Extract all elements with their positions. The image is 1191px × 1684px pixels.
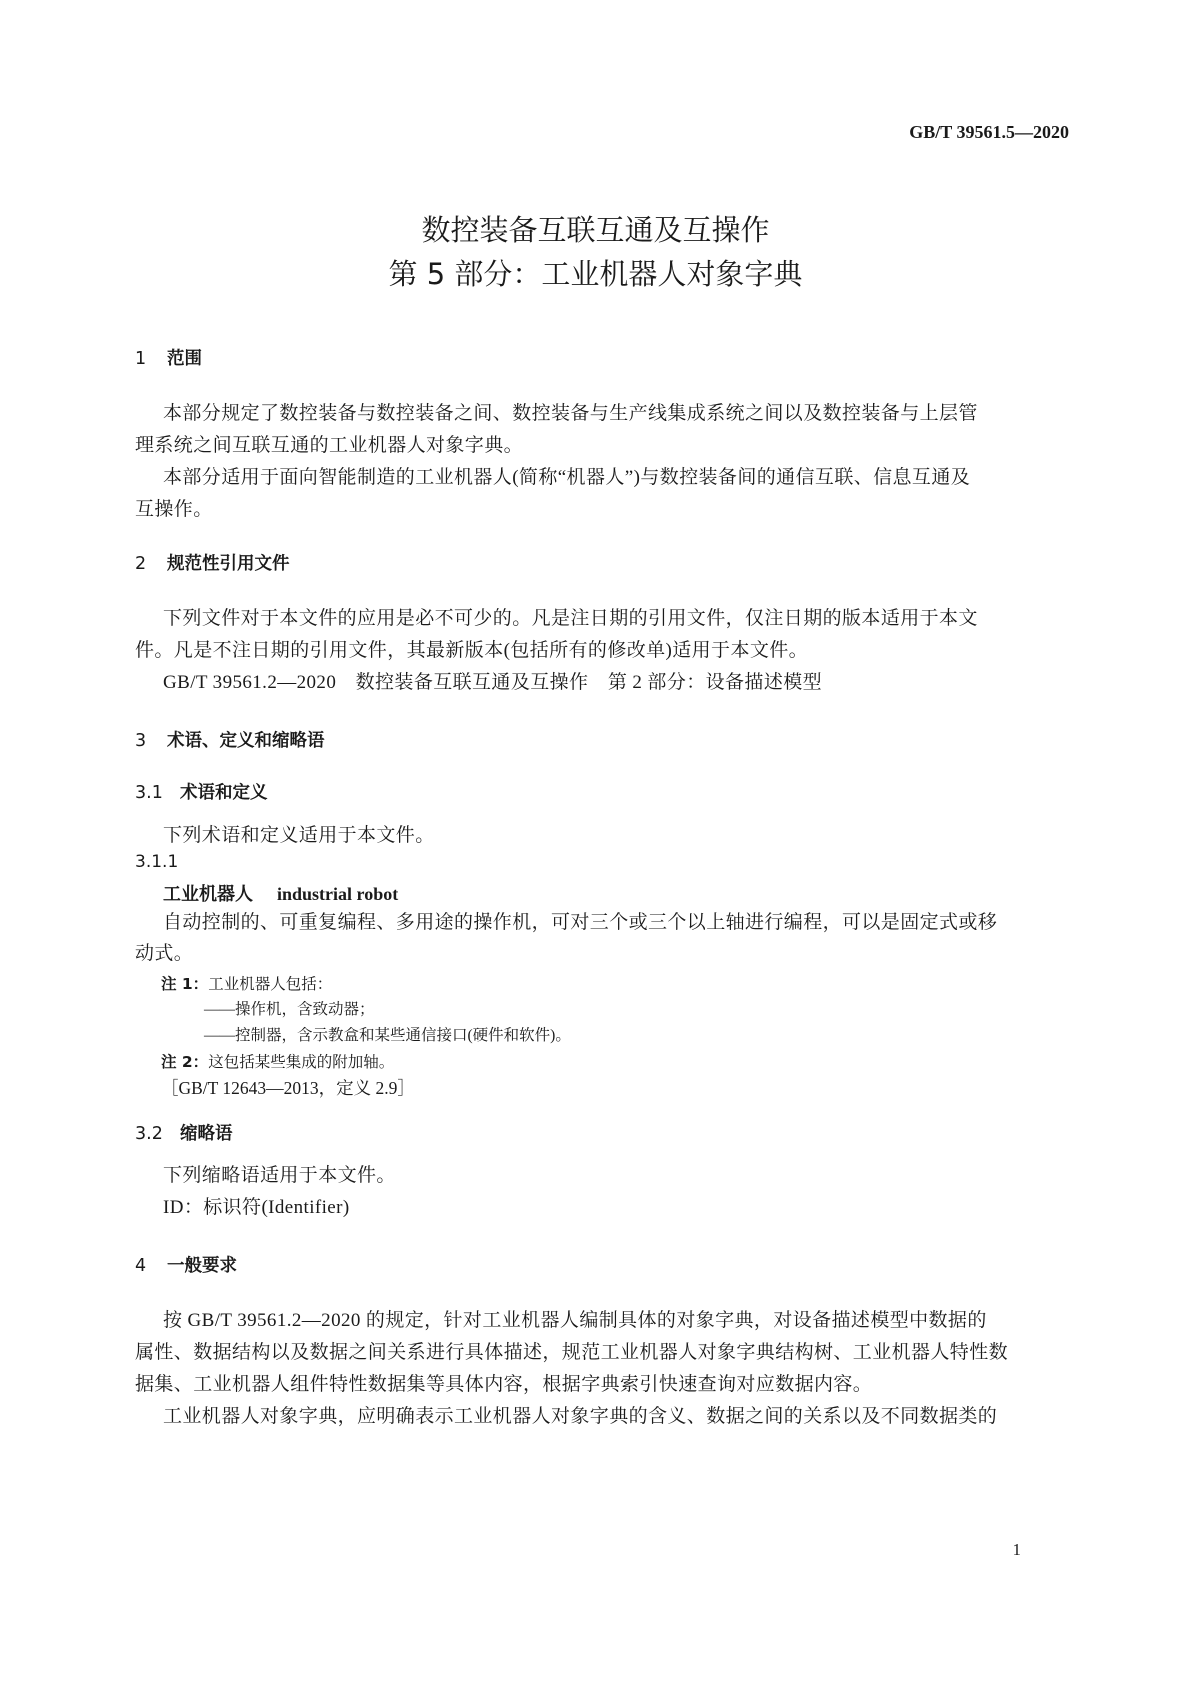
note-1 [161,971,332,998]
note-1-item-1: ——操作机，含致动器； [204,1001,375,1018]
note-2 [161,1049,394,1076]
section-4-title: 一般要求 [167,1256,237,1276]
term-chinese: 工业机器人 [163,884,253,905]
abbreviation-id: ID：标识符(Identifier) [163,1197,350,1218]
note-1-item-2: ——控制器，含示教盒和某些通信接口(硬件和软件)。 [204,1027,571,1044]
section-2-para-1-line-2: 件。凡是不注日期的引用文件，其最新版本(包括所有的修改单)适用于本文件。 [135,640,809,661]
section-1-title: 范围 [167,349,202,369]
section-3-1-heading [135,779,268,804]
note-2-label: 注 2： [161,1053,209,1071]
section-3-number: 3 [135,731,147,751]
section-1-para-1-line-2: 理系统之间互联互通的工业机器人对象字典。 [135,435,524,456]
title-line-2: 第 5 部分：工业机器人对象字典 [388,257,803,291]
section-3-2-number: 3.2 [135,1124,163,1144]
section-3-2-intro: 下列缩略语适用于本文件。 [163,1165,396,1186]
section-3-1-title: 术语和定义 [180,783,268,803]
term-number: 3.1.1 [135,852,179,872]
note-1-label: 注 1： [161,975,209,993]
definition-source: ［GB/T 12643—2013，定义 2.9］ [161,1078,415,1098]
section-1-number: 1 [135,349,147,369]
term-english: industrial robot [277,884,399,904]
section-4-para-1-line-2: 属性、数据结构以及数据之间关系进行具体描述，规范工业机器人对象字典结构树、工业机器人特性数 [135,1342,1009,1363]
normative-reference: GB/T 39561.2—2020 数控装备互联互通及互操作 第 2 部分：设备描述模型 [163,672,823,693]
term-definition-line-1: 自动控制的、可重复编程、多用途的操作机，可对三个或三个以上轴进行编程，可以是固定式或移 [163,912,998,933]
section-4-number: 4 [135,1256,147,1276]
section-1-para-2-line-1: 本部分适用于面向智能制造的工业机器人(简称“机器人”)与数控装备间的通信互联、信息互通及 [163,467,971,488]
section-3-2-heading [135,1120,233,1145]
standard-code: GB/T 39561.5—2020 [909,122,1069,142]
note-2-text: 这包括某些集成的附加轴。 [208,1054,395,1071]
section-2-number: 2 [135,554,147,574]
section-1-heading [135,345,202,370]
section-2-heading [135,550,290,575]
page-number: 1 [1012,1540,1021,1559]
section-1-para-1-line-1: 本部分规定了数控装备与数控装备之间、数控装备与生产线集成系统之间以及数控装备与上层管 [163,403,978,424]
note-1-text: 工业机器人包括： [208,976,333,993]
section-4-para-1-line-1: 按 GB/T 39561.2—2020 的规定，针对工业机器人编制具体的对象字典，对设备描述模型中数据的 [163,1310,987,1331]
section-3-heading [135,727,325,752]
section-3-1-intro: 下列术语和定义适用于本文件。 [163,825,435,846]
section-3-1-number: 3.1 [135,783,163,803]
section-4-para-1-line-3: 据集、工业机器人组件特性数据集等具体内容，根据字典索引快速查询对应数据内容。 [135,1374,873,1395]
term-definition-line-2: 动式。 [135,943,194,964]
section-2-para-1-line-1: 下列文件对于本文件的应用是必不可少的。凡是注日期的引用文件，仅注日期的版本适用于本文 [163,608,978,629]
section-1-para-2-line-2: 互操作。 [135,499,213,520]
section-4-heading [135,1252,237,1277]
section-3-title: 术语、定义和缩略语 [167,731,325,751]
section-3-2-title: 缩略语 [180,1124,233,1144]
section-2-title: 规范性引用文件 [167,554,290,574]
term-entry [163,880,398,906]
title-line-1: 数控装备互联互通及互操作 [421,213,770,247]
section-4-para-2-line-1: 工业机器人对象字典，应明确表示工业机器人对象字典的含义、数据之间的关系以及不同数据类的 [163,1406,998,1427]
